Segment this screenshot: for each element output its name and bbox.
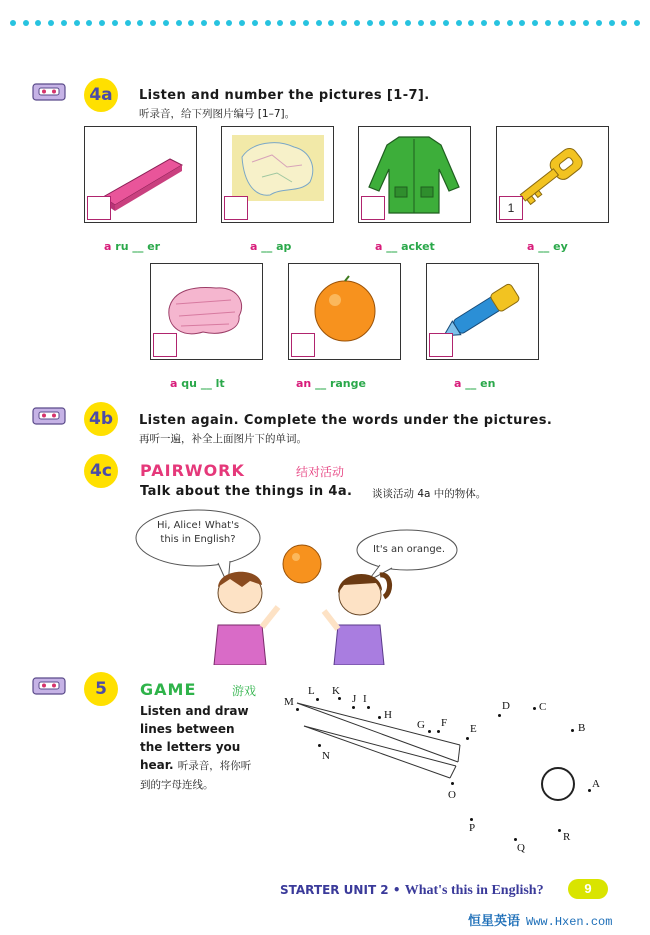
- dot-letter-p: P: [469, 822, 476, 834]
- number-box[interactable]: [429, 333, 453, 357]
- border-dot: [150, 20, 156, 26]
- border-dot: [519, 20, 525, 26]
- border-dot: [48, 20, 54, 26]
- dot-letter-q: Q: [517, 842, 525, 854]
- page-number: 9: [568, 879, 608, 899]
- border-dot: [188, 20, 194, 26]
- word-label-map: a __ ap: [250, 240, 292, 253]
- letter-dot: [437, 730, 440, 733]
- game-title-cn: 游戏: [232, 684, 257, 698]
- map-picture: [221, 126, 334, 223]
- top-dotted-border: [10, 20, 640, 30]
- border-dot: [367, 20, 373, 26]
- border-dot: [430, 20, 436, 26]
- letter-dot: [470, 818, 473, 821]
- cassette-icon: [32, 676, 66, 696]
- exercise-4a-heading: Listen and number the pictures [1-7].: [139, 88, 430, 103]
- border-dot: [634, 20, 640, 26]
- border-dot: [481, 20, 487, 26]
- game-title: GAME: [140, 680, 197, 699]
- border-dot: [277, 20, 283, 26]
- letter-dot: [316, 698, 319, 701]
- border-dot: [23, 20, 29, 26]
- letter-dot: [338, 697, 341, 700]
- dot-letter-g: G: [417, 719, 425, 731]
- dot-letter-a: A: [592, 778, 600, 790]
- exercise-badge-5: 5: [84, 672, 118, 706]
- game-instruction: Listen and draw lines between the letters you hear. 听录音，将你听到的字母连线。: [140, 704, 252, 791]
- pen-picture: [426, 263, 539, 360]
- border-dot: [214, 20, 220, 26]
- letter-dot: [571, 729, 574, 732]
- border-dot: [74, 20, 80, 26]
- word-label-orange: an __ range: [296, 377, 366, 390]
- border-dot: [621, 20, 627, 26]
- dot-letter-h: H: [384, 709, 392, 721]
- letter-dot: [588, 789, 591, 792]
- dot-letter-d: D: [502, 700, 510, 712]
- site-watermark[interactable]: 恒星英语 Www.Hxen.com: [468, 913, 613, 929]
- dot-letter-k: K: [332, 685, 340, 697]
- jacket-picture: [358, 126, 471, 223]
- letter-dot: [514, 838, 517, 841]
- dot-letter-c: C: [539, 701, 547, 713]
- number-box[interactable]: [87, 196, 111, 220]
- dot-letter-o: O: [448, 789, 456, 801]
- border-dot: [392, 20, 398, 26]
- border-dot: [609, 20, 615, 26]
- border-dot: [379, 20, 385, 26]
- word-label-pen: a __ en: [454, 377, 496, 390]
- exercise-4b-heading-cn: 再听一遍，补全上面图片下的单词。: [139, 433, 307, 445]
- border-dot: [86, 20, 92, 26]
- border-dot: [61, 20, 67, 26]
- quilt-picture: [150, 263, 263, 360]
- dot-letter-n: N: [322, 750, 330, 762]
- letter-dot: [367, 706, 370, 709]
- border-dot: [265, 20, 271, 26]
- exercise-4b-heading: Listen again. Complete the words under the pictures.: [139, 413, 553, 428]
- word-label-jacket: a __ acket: [375, 240, 435, 253]
- border-dot: [558, 20, 564, 26]
- word-label-ruler: a ru __ er: [104, 240, 161, 253]
- dot-letter-e: E: [470, 723, 477, 735]
- speech-bubble-girl: It's an orange.: [372, 544, 446, 555]
- border-dot: [316, 20, 322, 26]
- letter-dot: [558, 829, 561, 832]
- border-dot: [596, 20, 602, 26]
- border-dot: [10, 20, 16, 26]
- border-dot: [303, 20, 309, 26]
- border-dot: [226, 20, 232, 26]
- unit-label: STARTER UNIT 2: [280, 883, 389, 897]
- word-label-quilt: a qu __ lt: [170, 377, 225, 390]
- border-dot: [405, 20, 411, 26]
- border-dot: [354, 20, 360, 26]
- border-dot: [583, 20, 589, 26]
- border-dot: [176, 20, 182, 26]
- letter-dot: [498, 714, 501, 717]
- pairwork-title: PAIRWORK: [140, 461, 245, 480]
- border-dot: [163, 20, 169, 26]
- border-dot: [443, 20, 449, 26]
- border-dot: [290, 20, 296, 26]
- dot-letter-i: I: [363, 693, 367, 705]
- dot-letter-b: B: [578, 722, 586, 734]
- border-dot: [239, 20, 245, 26]
- exercise-badge-4a: 4a: [84, 78, 118, 112]
- dot-letter-r: R: [563, 831, 571, 843]
- border-dot: [35, 20, 41, 26]
- dot-letter-m: M: [284, 696, 294, 708]
- cassette-icon: [32, 82, 66, 102]
- number-box[interactable]: 1: [499, 196, 523, 220]
- border-dot: [201, 20, 207, 26]
- border-dot: [532, 20, 538, 26]
- border-dot: [545, 20, 551, 26]
- orange-picture: [288, 263, 401, 360]
- exercise-badge-4c: 4c: [84, 454, 118, 488]
- page-footer: STARTER UNIT 2 • What's this in English?: [280, 883, 544, 898]
- dot-letter-f: F: [441, 717, 448, 729]
- border-dot: [494, 20, 500, 26]
- exercise-4c-instruction: Talk about the things in 4a.: [140, 484, 353, 499]
- word-label-key: a __ ey: [527, 240, 568, 253]
- letter-dot: [378, 716, 381, 719]
- border-dot: [125, 20, 131, 26]
- number-box[interactable]: [224, 196, 248, 220]
- number-box[interactable]: [153, 333, 177, 357]
- letter-dot: [428, 730, 431, 733]
- number-box[interactable]: [291, 333, 315, 357]
- number-box[interactable]: [361, 196, 385, 220]
- border-dot: [468, 20, 474, 26]
- border-dot: [507, 20, 513, 26]
- cassette-icon: [32, 406, 66, 426]
- border-dot: [137, 20, 143, 26]
- border-dot: [456, 20, 462, 26]
- letter-dot: [352, 706, 355, 709]
- letter-dot: [296, 708, 299, 711]
- key-picture: [496, 126, 609, 223]
- ruler-picture: [84, 126, 197, 223]
- letter-dot: [318, 744, 321, 747]
- border-dot: [112, 20, 118, 26]
- letter-dot: [451, 782, 454, 785]
- speech-bubble-boy: Hi, Alice! What's this in English?: [156, 520, 240, 545]
- pairwork-title-cn: 结对活动: [296, 465, 345, 479]
- exercise-4c-instruction-cn: 谈谈活动 4a 中的物体。: [372, 488, 487, 500]
- border-dot: [570, 20, 576, 26]
- border-dot: [252, 20, 258, 26]
- border-dot: [418, 20, 424, 26]
- letter-dot: [533, 707, 536, 710]
- dot-letter-l: L: [308, 685, 315, 697]
- border-dot: [341, 20, 347, 26]
- border-dot: [99, 20, 105, 26]
- dot-letter-j: J: [352, 693, 357, 705]
- border-dot: [328, 20, 334, 26]
- letter-dot: [466, 737, 469, 740]
- exercise-badge-4b: 4b: [84, 402, 118, 436]
- unit-title: What's this in English?: [404, 883, 544, 898]
- exercise-4a-heading-cn: 听录音，给下列图片编号 [1–7]。: [139, 108, 296, 120]
